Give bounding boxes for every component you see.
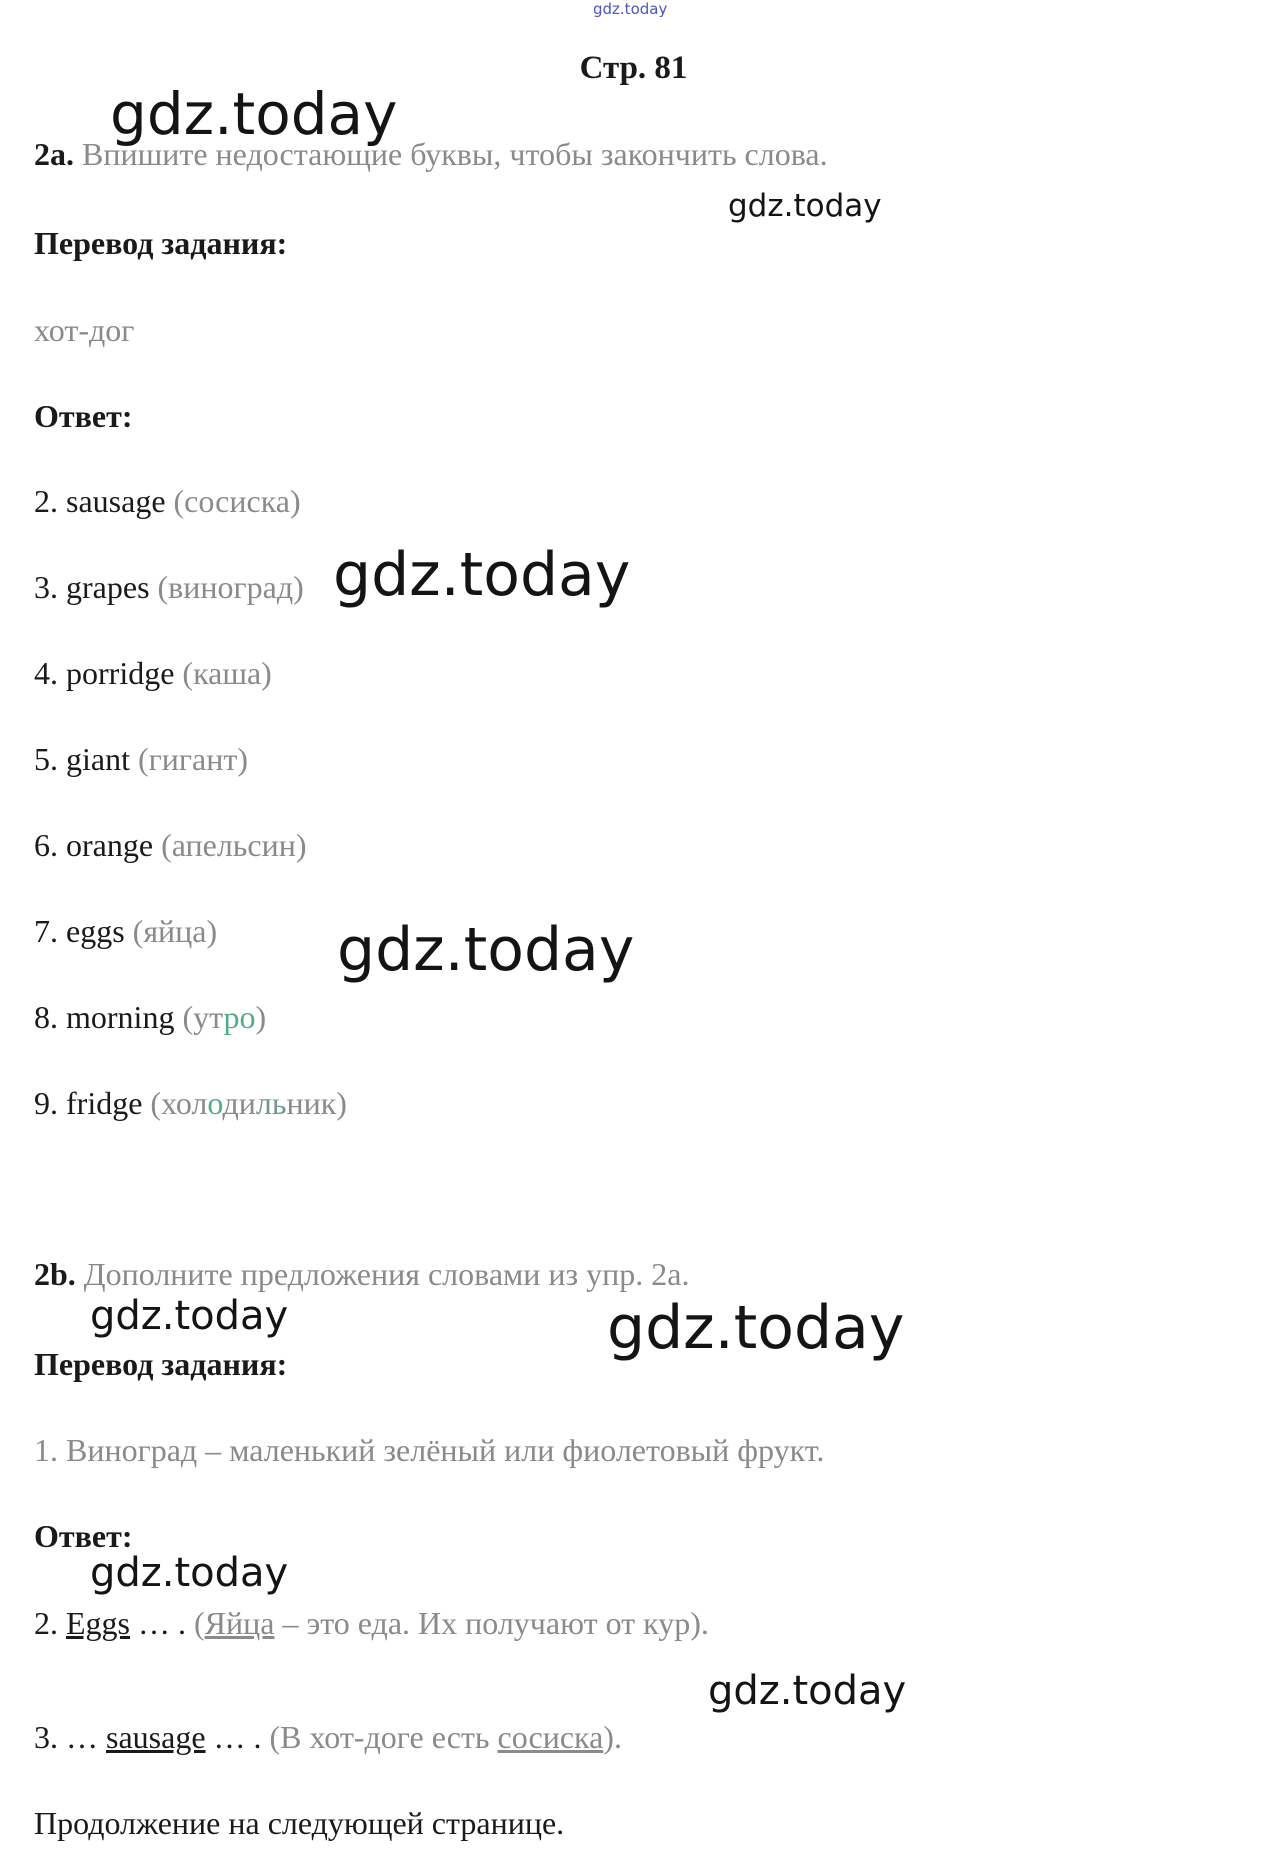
answer-line: 7. eggs (яйца) — [34, 913, 218, 949]
continuation-note: Продолжение на следующей странице. — [34, 1805, 565, 1841]
task-2a-instruction — [34, 136, 828, 173]
watermark: gdz.today — [337, 915, 635, 985]
watermark: gdz.today — [708, 1668, 907, 1714]
answer-line: 9. fridge (холодильник) — [34, 1085, 347, 1121]
tiny-watermark: gdz.today — [593, 0, 668, 18]
answer-line: 3. … sausage … . (В хот-доге есть сосиска). — [34, 1719, 622, 1755]
answer-heading: Ответ: — [34, 1518, 133, 1554]
task-2b-instruction — [34, 1256, 689, 1293]
answer-line: 4. porridge (каша) — [34, 655, 272, 691]
watermark: gdz.today — [728, 188, 882, 224]
answer-line: 2. Eggs … . (Яйца – это еда. Их получают от кур). — [34, 1605, 709, 1641]
translation-text: 1. Виноград – маленький зелёный или фиолетовый фрукт. — [34, 1432, 825, 1468]
watermark: gdz.today — [90, 1293, 289, 1339]
translation-heading: Перевод задания: — [34, 1346, 288, 1382]
translation-heading: Перевод задания: — [34, 225, 288, 261]
answer-heading: Ответ: — [34, 398, 133, 434]
watermark: gdz.today — [110, 80, 398, 148]
page-title: Стр. 81 — [579, 50, 688, 86]
translation-text: хот-дог — [34, 312, 135, 348]
answer-line: 2. sausage (сосиска) — [34, 483, 301, 519]
answer-line: 6. orange (апельсин) — [34, 827, 307, 863]
watermark: gdz.today — [90, 1550, 289, 1596]
instruction-text: Дополните предложения словами из упр. 2а. — [83, 1256, 690, 1292]
instruction-text: Впишите недостающие буквы, чтобы закончить слова. — [82, 136, 828, 172]
answer-line: 3. grapes (виноград) — [34, 569, 304, 605]
watermark: gdz.today — [607, 1293, 905, 1363]
answer-line: 8. morning (утро) — [34, 999, 267, 1035]
task-number: 2b. — [34, 1256, 76, 1292]
answer-line: 5. giant (гигант) — [34, 741, 248, 777]
watermark: gdz.today — [333, 540, 631, 610]
task-number: 2a. — [34, 136, 74, 172]
